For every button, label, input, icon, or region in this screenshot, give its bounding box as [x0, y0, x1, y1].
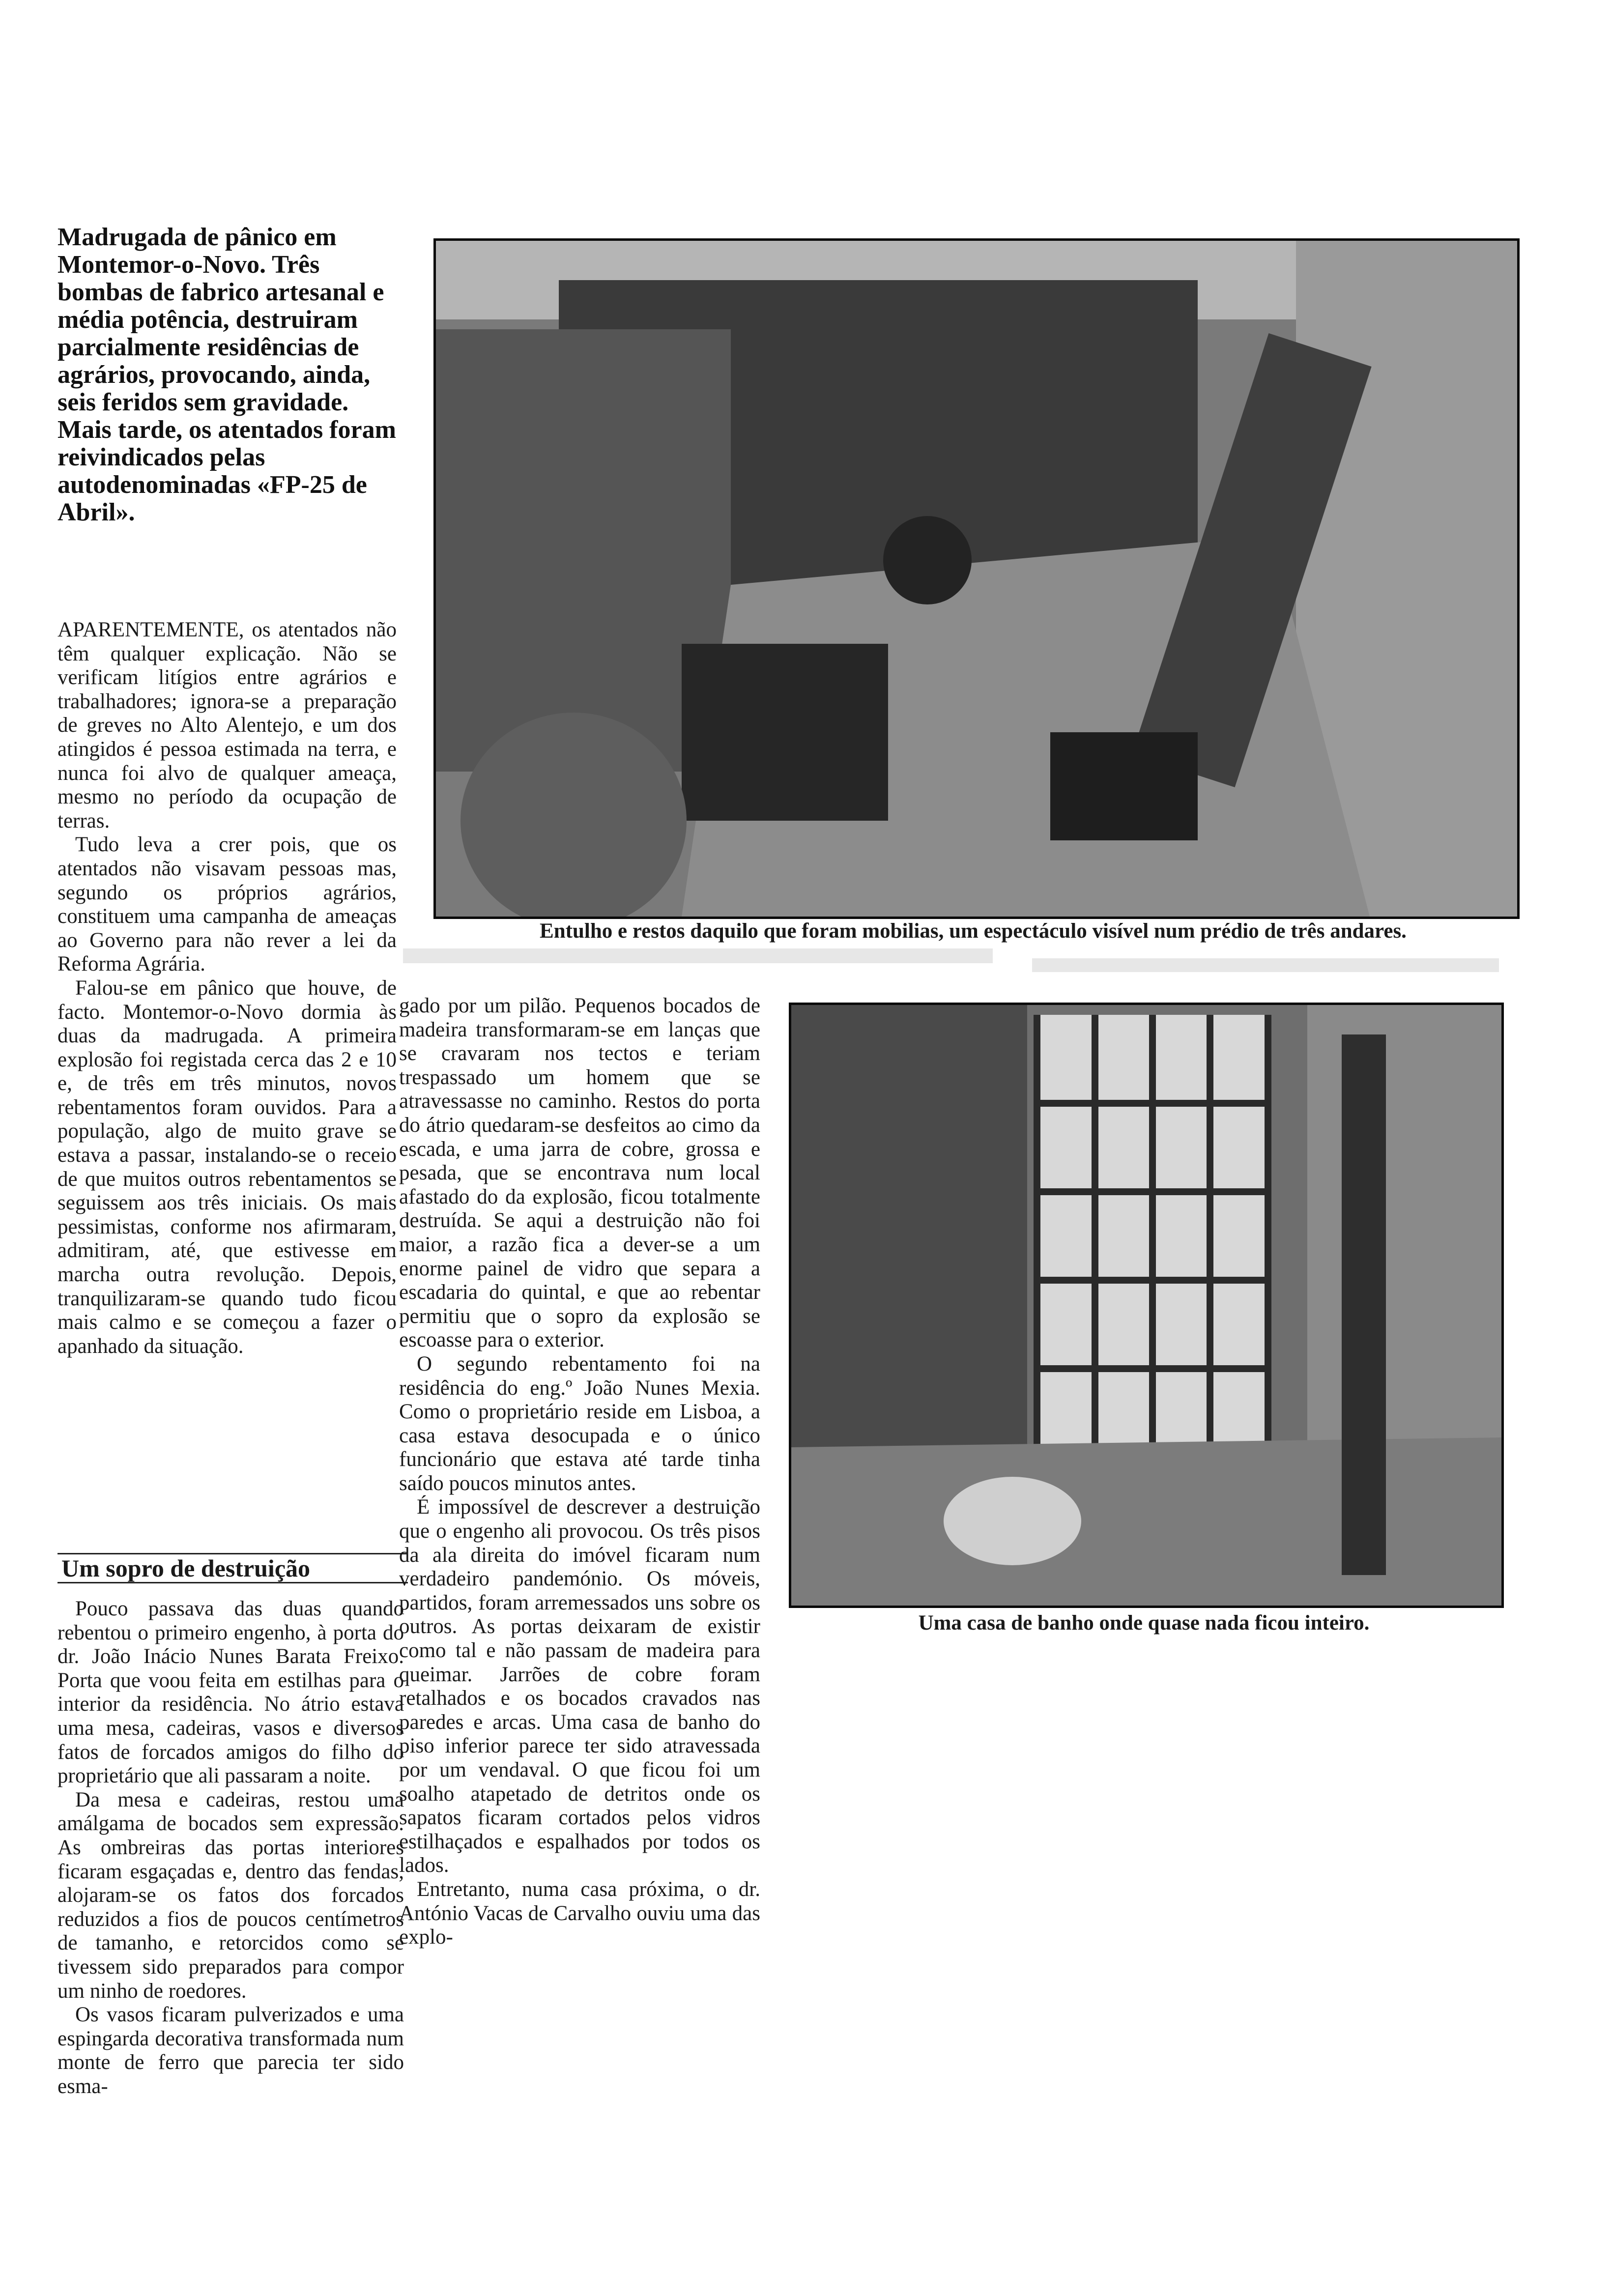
paragraph: Pouco passava das duas quando rebentou o primeiro engenho, à porta do dr. João Inácio Nunes Barata Freixo. Porta que voou feita em estilhas para o interior da residência. No átrio estava uma mesa, cadeiras, vasos e diversos fatos de forcados amigos do filho do proprietário que ali passaram a noite.	[58, 1597, 404, 1788]
paragraph: gado por um pilão. Pequenos bocados de madeira transformaram-se em lanças que se cravaram nos tectos e teriam trespassado um homem que se atravessasse no caminho. Restos do porta do átrio quedaram-se desfeitos ao cimo da escada, e uma jarra de cobre, grossa e pesada, que se encontrava num local afastado do da explosão, ficou totalmente destruída. Se aqui a destruição não foi maior, a razão fica a dever-se a um enorme painel de vidro que separa a escadaria do quintal, e que ao rebentar permitiu que o sopro da explosão se escoasse para o exterior.	[399, 994, 760, 1352]
photo-caption-2: Uma casa de banho onde quase nada ficou inteiro.	[918, 1611, 1370, 1635]
photo-bathroom	[789, 1003, 1504, 1608]
photo-debris-atrium	[433, 238, 1520, 919]
paragraph: Os vasos ficaram pulverizados e uma espingarda decorativa transformada num monte de ferro que parecia ter sido esma-	[58, 2003, 404, 2098]
section-subheading: Um sopro de destruição	[58, 1553, 408, 1583]
paragraph: Falou-se em pânico que houve, de facto. Montemor-o-Novo dormia às duas da madrugada. A primeira explosão foi registada cerca das 2 e 10 e, de três em três minutos, novos rebentamentos foram ouvidos. Para a população, algo de muito grave se estava a passar, instalando-se o receio de que muitos outros rebentamentos se seguissem aos três iniciais. Os mais pessimistas, conforme nos afirmaram, admitiram, até, que estivesse em marcha outra revolução. Depois, tranquilizaram-se quando tudo ficou mais calmo e se começou a fazer o apanhado da situação.	[58, 976, 397, 1358]
paragraph: APARENTEMENTE, os atentados não têm qualquer explicação. Não se verificam litígios entre agrários e trabalhadores; ignora-se a preparação de greves no Alto Alentejo, e um dos atingidos é pessoa estimada na terra, e nunca foi alvo de qualquer ameaça, mesmo no período da ocupação de terras.	[58, 618, 397, 832]
paragraph: Entretanto, numa casa próxima, o dr. António Vacas de Carvalho ouviu uma das explo-	[399, 1877, 760, 1949]
article-column-3	[399, 994, 760, 1950]
photo-caption-1: Entulho e restos daquilo que foram mobilias, um espectáculo visível num prédio de três andares.	[540, 919, 1407, 943]
lead-paragraph: Madrugada de pânico em Montemor-o-Novo. Três bombas de fabrico artesanal e média potência, destruiram parcialmente residências de agrários, provocando, ainda, seis feridos sem gravidade. Mais tarde, os atentados foram reivindicados pelas autodenominadas «FP-25 de Abril».	[58, 223, 396, 526]
article-column-2	[58, 1597, 404, 2098]
paragraph: É impossível de descrever a destruição que o engenho ali provocou. Os três pisos da ala direita do imóvel ficaram num verdadeiro pandemónio. Os móveis, partidos, foram arremessados uns sobre os outros. As portas deixaram de existir como tal e não passam de madeira para queimar. Jarrões de cobre foram retalhados e os bocados cravados nas paredes e arcas. Uma casa de banho do piso inferior parece ter sido atravessada por um vendaval. O que ficou foi um soalho atapetado de detritos onde os sapatos ficaram cortados pelos vidros estilhaçados e espalhados por todos os lados.	[399, 1495, 760, 1877]
paragraph: O segundo rebentamento foi na residência do eng.º João Nunes Mexia. Como o proprietário reside em Lisboa, a casa estava desocupada e o único funcionário que estava até tarde tinha saído poucos minutos antes.	[399, 1352, 760, 1495]
photo-debris-image	[436, 241, 1517, 917]
article-column-1	[58, 618, 397, 1358]
print-smudge	[403, 948, 993, 963]
paragraph: Da mesa e cadeiras, restou uma amálgama de bocados sem expressão. As ombreiras das portas interiores ficaram esgaçadas e, dentro das fendas, alojaram-se os fatos dos forcados reduzidos a fios de poucos centímetros de tamanho, e retorcidos como se tivessem sido preparados para compor um ninho de roedores.	[58, 1788, 404, 2003]
photo-bathroom-image	[791, 1005, 1501, 1606]
paragraph: Tudo leva a crer pois, que os atentados não visavam pessoas mas, segundo os próprios agrários, constituem uma campanha de ameaças ao Governo para não rever a lei da Reforma Agrária.	[58, 833, 397, 976]
print-smudge	[1032, 958, 1499, 972]
